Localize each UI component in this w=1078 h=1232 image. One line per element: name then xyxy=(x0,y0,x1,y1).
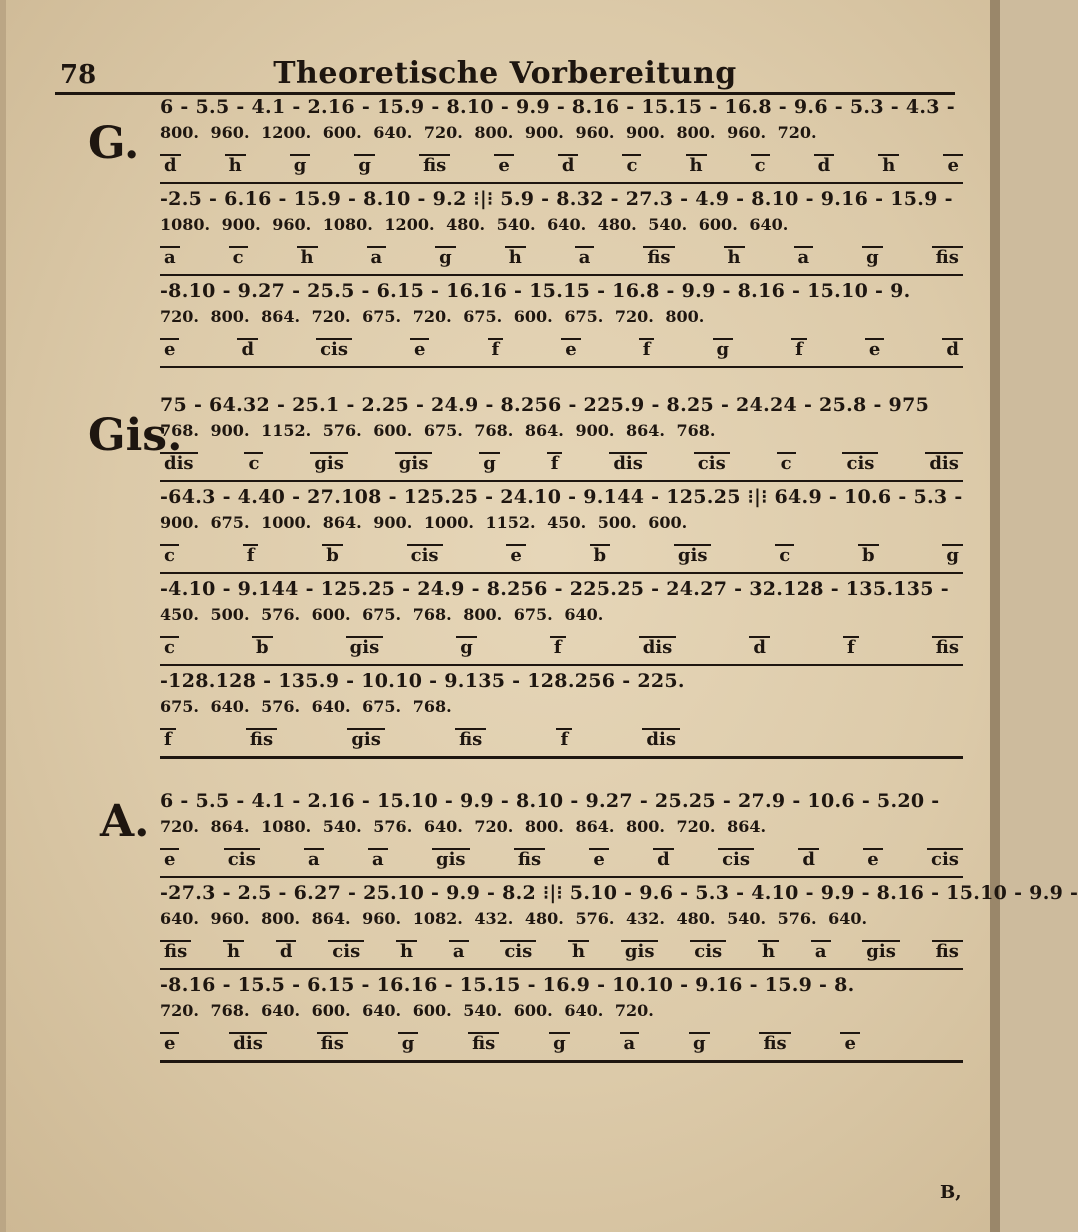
note: e xyxy=(160,1032,179,1054)
note: fis xyxy=(419,154,450,176)
table-body xyxy=(0,96,1078,1196)
note: e xyxy=(160,848,179,870)
note: d xyxy=(276,940,297,962)
note: b xyxy=(252,636,273,658)
note: f xyxy=(547,452,563,474)
note: h xyxy=(505,246,526,268)
note: g xyxy=(549,1032,570,1054)
note: h xyxy=(297,246,318,268)
note: h xyxy=(724,246,745,268)
note-names xyxy=(160,848,963,870)
note: a xyxy=(575,246,595,268)
note: a xyxy=(620,1032,640,1054)
note-names xyxy=(160,452,963,474)
note: dis xyxy=(642,728,680,750)
note: g xyxy=(456,636,477,658)
header-rule xyxy=(55,92,955,95)
note: g xyxy=(479,452,500,474)
frequency-values: 720. 864. 1080. 540. 576. 640. 720. 800. 864. 800. 720. 864. xyxy=(160,817,767,836)
row-rule xyxy=(160,480,963,482)
note-names xyxy=(160,940,963,962)
note: g xyxy=(354,154,375,176)
note: dis xyxy=(639,636,677,658)
note: d xyxy=(814,154,835,176)
note: c xyxy=(775,544,794,566)
ratio-numbers: -64.3 - 4.40 - 27.108 - 125.25 - 24.10 - 9.144 - 125.25 ⁝|⁝ 64.9 - 10.6 - 5.3 - xyxy=(160,486,963,508)
note: e xyxy=(561,338,580,360)
frequency-values: 675. 640. 576. 640. 675. 768. xyxy=(160,697,452,716)
note: cis xyxy=(694,452,730,474)
note: e xyxy=(943,154,962,176)
note: fis xyxy=(932,246,963,268)
note: h xyxy=(568,940,589,962)
note: cis xyxy=(407,544,443,566)
ratio-numbers: -8.10 - 9.27 - 25.5 - 6.15 - 16.16 - 15.15 - 16.8 - 9.9 - 8.16 - 15.10 - 9. xyxy=(160,280,911,302)
note: e xyxy=(160,338,179,360)
note: gis xyxy=(346,636,384,658)
note: cis xyxy=(328,940,364,962)
note: gis xyxy=(310,452,348,474)
frequency-values: 1080. 900. 960. 1080. 1200. 480. 540. 640. 480. 540. 600. 640. xyxy=(160,215,789,234)
note: cis xyxy=(718,848,754,870)
ratio-numbers: -27.3 - 2.5 - 6.27 - 25.10 - 9.9 - 8.2 ⁝|⁝ 5.10 - 9.6 - 5.3 - 4.10 - 9.9 - 8.16 - 15.10 - 9.9 - xyxy=(160,882,1078,904)
note: b xyxy=(590,544,611,566)
note: fis xyxy=(932,940,963,962)
note: gis xyxy=(432,848,470,870)
note-names xyxy=(160,544,963,566)
note: fis xyxy=(643,246,674,268)
note: c xyxy=(244,452,263,474)
note: c xyxy=(160,544,179,566)
note: fis xyxy=(468,1032,499,1054)
note: cis xyxy=(927,848,963,870)
note: d xyxy=(749,636,770,658)
note: gis xyxy=(395,452,433,474)
note: a xyxy=(367,246,387,268)
note: b xyxy=(858,544,879,566)
note: cis xyxy=(690,940,726,962)
note: c xyxy=(777,452,796,474)
row-rule xyxy=(160,756,963,759)
note: a xyxy=(368,848,388,870)
note: d xyxy=(653,848,674,870)
note: fis xyxy=(759,1032,790,1054)
ratio-numbers: 6 - 5.5 - 4.1 - 2.16 - 15.9 - 8.10 - 9.9 - 8.16 - 15.15 - 16.8 - 9.6 - 5.3 - 4.3 - xyxy=(160,96,955,118)
frequency-values: 768. 900. 1152. 576. 600. 675. 768. 864. 900. 864. 768. xyxy=(160,421,716,440)
note-names xyxy=(160,338,963,360)
note: d xyxy=(237,338,258,360)
frequency-values: 800. 960. 1200. 600. 640. 720. 800. 900. 960. 900. 800. 960. 720. xyxy=(160,123,817,142)
section-label-gis: Gis. xyxy=(88,410,183,461)
note: h xyxy=(686,154,707,176)
section-label-a: A. xyxy=(100,796,150,847)
note: gis xyxy=(347,728,385,750)
note: gis xyxy=(862,940,900,962)
note: d xyxy=(798,848,819,870)
note-names xyxy=(160,1032,860,1054)
note: cis xyxy=(316,338,352,360)
note: g xyxy=(862,246,883,268)
row-rule xyxy=(160,876,963,878)
note: dis xyxy=(609,452,647,474)
note: f xyxy=(639,338,655,360)
note: fis xyxy=(455,728,486,750)
note: dis xyxy=(160,452,198,474)
note-names xyxy=(160,154,963,176)
note: g xyxy=(689,1032,710,1054)
note: f xyxy=(160,728,176,750)
note: h xyxy=(225,154,246,176)
ratio-numbers: -2.5 - 6.16 - 15.9 - 8.10 - 9.2 ⁝|⁝ 5.9 - 8.32 - 27.3 - 4.9 - 8.10 - 9.16 - 15.9 - xyxy=(160,188,953,210)
note: f xyxy=(550,636,566,658)
row-rule xyxy=(160,1060,963,1063)
note: a xyxy=(811,940,831,962)
note: d xyxy=(558,154,579,176)
note: g xyxy=(713,338,734,360)
note: a xyxy=(304,848,324,870)
note: g xyxy=(290,154,311,176)
note-names xyxy=(160,636,963,658)
ratio-numbers: 6 - 5.5 - 4.1 - 2.16 - 15.10 - 9.9 - 8.10 - 9.27 - 25.25 - 27.9 - 10.6 - 5.20 - xyxy=(160,790,940,812)
row-rule xyxy=(160,968,963,970)
note: fis xyxy=(932,636,963,658)
note: f xyxy=(843,636,859,658)
note: fis xyxy=(317,1032,348,1054)
note: c xyxy=(160,636,179,658)
note: h xyxy=(396,940,417,962)
note: e xyxy=(840,1032,859,1054)
note: e xyxy=(865,338,884,360)
note: b xyxy=(322,544,343,566)
note: gis xyxy=(621,940,659,962)
section-label-g: G. xyxy=(88,118,140,169)
note: e xyxy=(494,154,513,176)
note: g xyxy=(942,544,963,566)
ratio-numbers: -4.10 - 9.144 - 125.25 - 24.9 - 8.256 - 225.25 - 24.27 - 32.128 - 135.135 - xyxy=(160,578,949,600)
note: d xyxy=(160,154,181,176)
note: e xyxy=(863,848,882,870)
frequency-values: 640. 960. 800. 864. 960. 1082. 432. 480. 576. 432. 480. 540. 576. 640. xyxy=(160,909,868,928)
note-names xyxy=(160,246,963,268)
note: f xyxy=(243,544,259,566)
note: c xyxy=(229,246,248,268)
note: g xyxy=(435,246,456,268)
note: dis xyxy=(229,1032,267,1054)
note: f xyxy=(488,338,504,360)
note: e xyxy=(589,848,608,870)
page-title: Theoretische Vorbereitung xyxy=(273,56,737,91)
frequency-values: 720. 768. 640. 600. 640. 600. 540. 600. 640. 720. xyxy=(160,1001,654,1020)
note: g xyxy=(398,1032,419,1054)
note: fis xyxy=(246,728,277,750)
ratio-numbers: 75 - 64.32 - 25.1 - 2.25 - 24.9 - 8.256 - 225.9 - 8.25 - 24.24 - 25.8 - 975 xyxy=(160,394,930,416)
frequency-values: 720. 800. 864. 720. 675. 720. 675. 600. 675. 720. 800. xyxy=(160,307,705,326)
row-rule xyxy=(160,572,963,574)
ratio-numbers: -128.128 - 135.9 - 10.10 - 9.135 - 128.256 - 225. xyxy=(160,670,685,692)
page-header xyxy=(55,52,955,96)
note: fis xyxy=(160,940,191,962)
note: dis xyxy=(925,452,963,474)
note: h xyxy=(223,940,244,962)
note: f xyxy=(791,338,807,360)
note-names xyxy=(160,728,680,750)
page-number: 78 xyxy=(60,60,97,90)
note: c xyxy=(751,154,770,176)
note: cis xyxy=(224,848,260,870)
note: a xyxy=(794,246,814,268)
frequency-values: 450. 500. 576. 600. 675. 768. 800. 675. 640. xyxy=(160,605,604,624)
note: gis xyxy=(674,544,712,566)
row-rule xyxy=(160,664,963,666)
note: c xyxy=(622,154,641,176)
note: h xyxy=(878,154,899,176)
row-rule xyxy=(160,182,963,184)
note: h xyxy=(758,940,779,962)
note: a xyxy=(160,246,180,268)
row-rule xyxy=(160,274,963,276)
note: cis xyxy=(500,940,536,962)
note: f xyxy=(556,728,572,750)
note: fis xyxy=(514,848,545,870)
note: e xyxy=(506,544,525,566)
row-rule xyxy=(160,366,963,368)
catchword: B, xyxy=(940,1182,962,1203)
ratio-numbers: -8.16 - 15.5 - 6.15 - 16.16 - 15.15 - 16.9 - 10.10 - 9.16 - 15.9 - 8. xyxy=(160,974,855,996)
frequency-values: 900. 675. 1000. 864. 900. 1000. 1152. 450. 500. 600. xyxy=(160,513,688,532)
note: cis xyxy=(842,452,878,474)
note: e xyxy=(410,338,429,360)
note: a xyxy=(449,940,469,962)
note: d xyxy=(942,338,963,360)
